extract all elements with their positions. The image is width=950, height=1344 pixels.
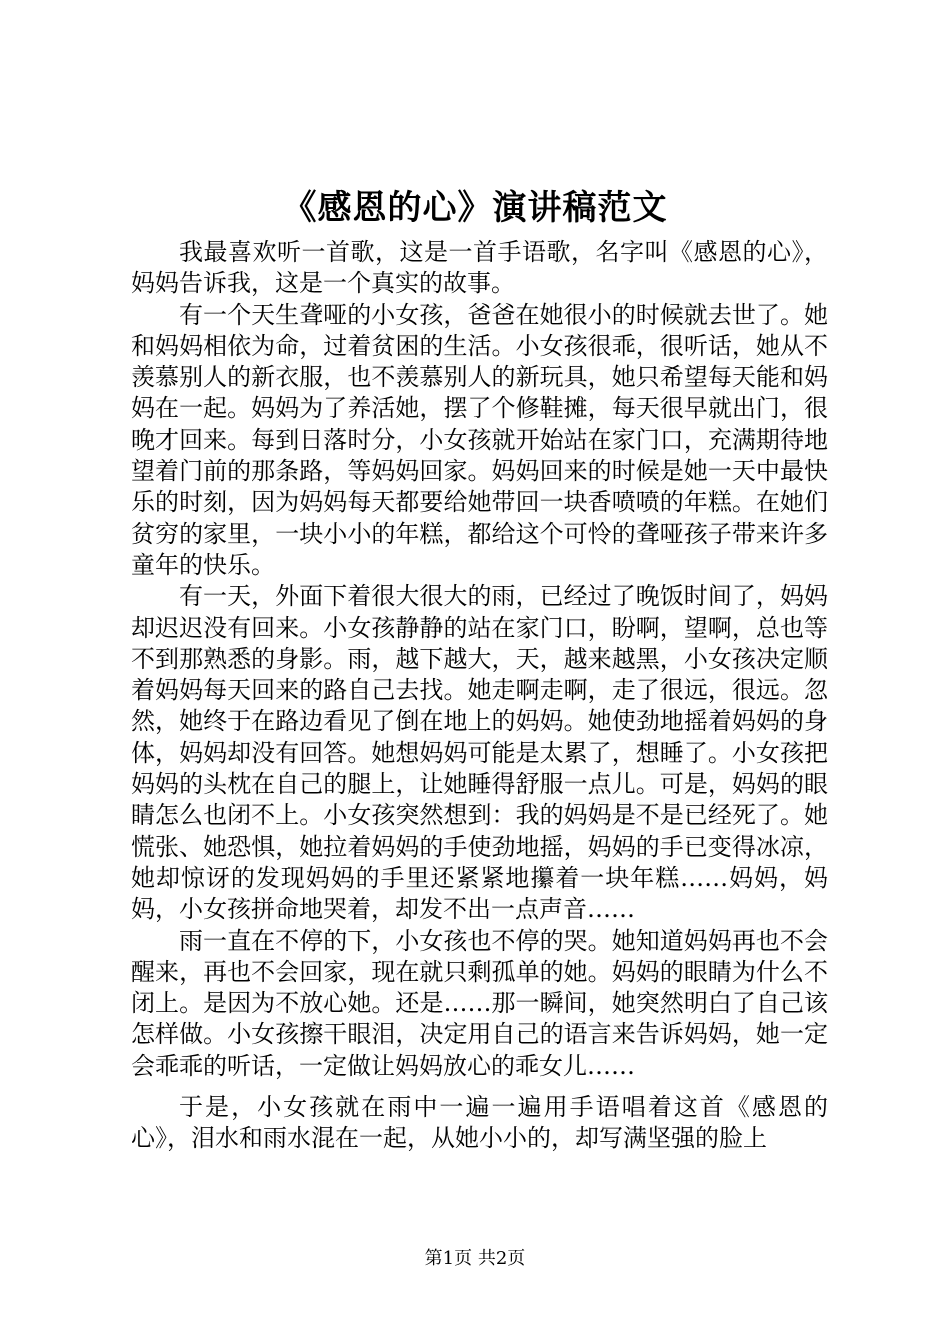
paragraph-2: 有一个天生聋哑的小女孩，爸爸在她很小的时候就去世了。她和妈妈相依为命，过着贫困的生活。小女孩很乖，很听话，她从不羡慕别人的新衣服，也不羡慕别人的新玩具，她只希望每天能和妈妈在一起。妈妈为了养活她，摆了个修鞋摊，每天很早就出门，很晚才回来。每到日落时分，小女孩就开始站在家门口，充满期待地望着门前的那条路，等妈妈回家。妈妈回来的时候是她一天中最快乐的时刻，因为妈妈每天都要给她带回一块香喷喷的年糕。在她们贫穷的家里，一块小小的年糕，都给这个可怜的聋哑孩子带来许多童年的快乐。 [131,300,828,579]
paragraph-3: 有一天，外面下着很大很大的雨，已经过了晚饭时间了，妈妈却迟迟没有回来。小女孩静静的站在家门口，盼啊，望啊，总也等不到那熟悉的身影。雨，越下越大，天，越来越黑，小女孩决定顺着妈妈每天回来的路自己去找。她走啊走啊，走了很远，很远。忽然，她终于在路边看见了倒在地上的妈妈。她使劲地摇着妈妈的身体，妈妈却没有回答。她想妈妈可能是太累了，想睡了。小女孩把妈妈的头枕在自己的腿上，让她睡得舒服一点儿。可是，妈妈的眼睛怎么也闭不上。小女孩突然想到：我的妈妈是不是已经死了。她慌张、她恐惧，她拉着妈妈的手使劲地摇，妈妈的手已变得冰凉，她却惊讶的发现妈妈的手里还紧紧地攥着一块年糕……妈妈，妈妈，小女孩拼命地哭着，却发不出一点声音…… [131,582,828,924]
paragraph-4: 雨一直在不停的下，小女孩也不停的哭。她知道妈妈再也不会醒来，再也不会回家，现在就只剩孤单的她。妈妈的眼睛为什么不闭上。是因为不放心她。还是……那一瞬间，她突然明白了自己该怎样做。小女孩擦干眼泪，决定用自己的语言来告诉妈妈，她一定会乖乖的听话，一定做让妈妈放心的乖女儿…… [131,926,828,1080]
document-body [131,237,828,1155]
paragraph-1: 我最喜欢听一首歌，这是一首手语歌，名字叫《感恩的心》，妈妈告诉我，这是一个真实的故事。 [131,238,828,298]
paragraph-5: 于是，小女孩就在雨中一遍一遍用手语唱着这首《感恩的心》，泪水和雨水混在一起，从她小小的，却写满坚强的脸上 [131,1093,828,1153]
document-title: 《感恩的心》演讲稿范文 [282,188,668,228]
page-number-footer: 第1页 共2页 [424,1248,526,1269]
